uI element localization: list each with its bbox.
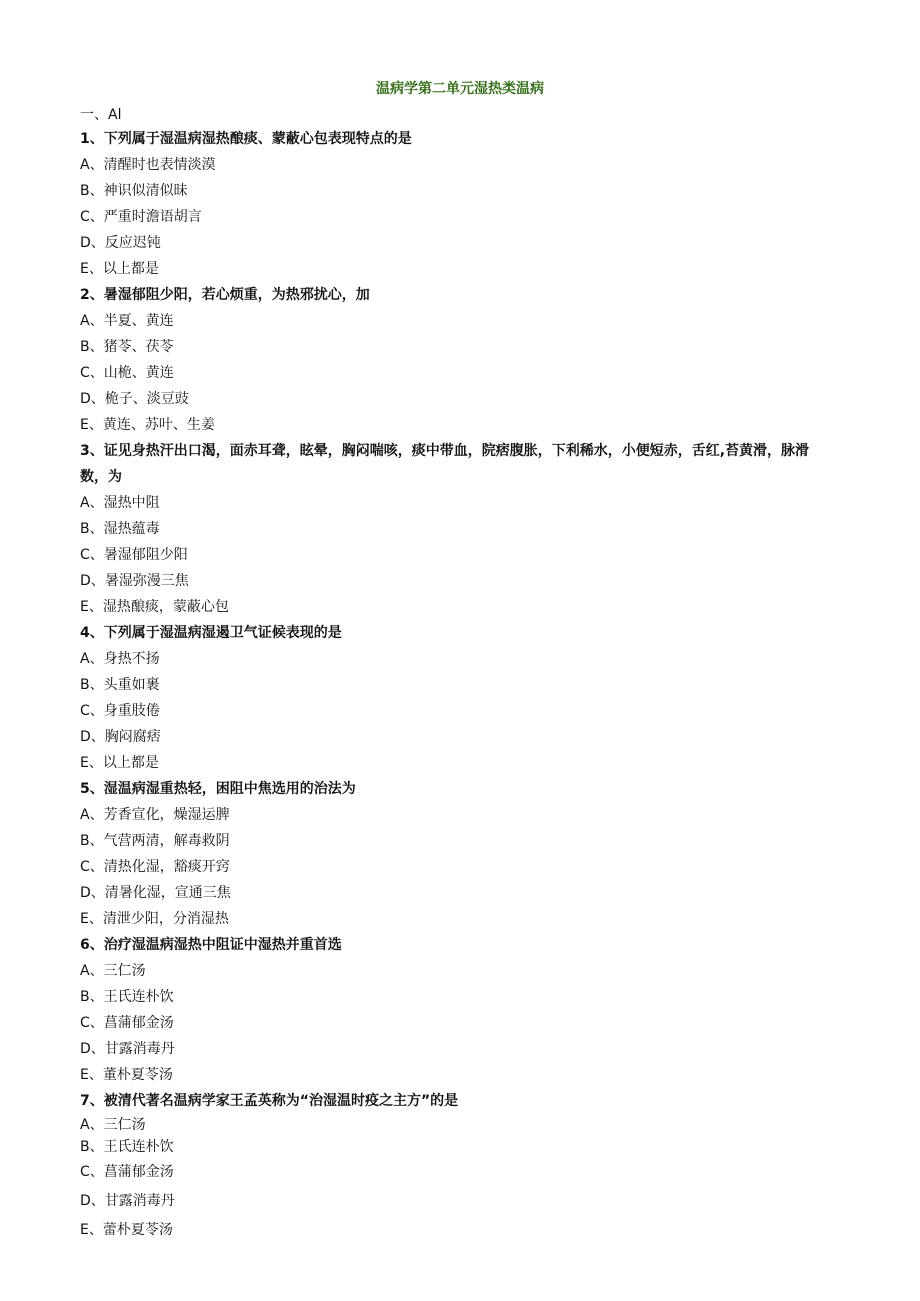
question-7-option-d: D、甘露消毒丹 (80, 1193, 175, 1209)
question-4-option-b: B、头重如裹 (80, 677, 160, 693)
question-6-option-c: C、菖蒲郁金汤 (80, 1015, 174, 1031)
question-2-option-e: E、黄连、苏叶、生姜 (80, 417, 215, 433)
question-7-option-c: C、菖蒲郁金汤 (80, 1164, 174, 1180)
question-2-option-b: B、猪苓、茯苓 (80, 339, 174, 355)
document-title: 温病学第二单元湿热类温病 (376, 81, 544, 97)
question-6-option-e: E、董朴夏苓汤 (80, 1067, 173, 1083)
question-3-option-d: D、暑湿弥漫三焦 (80, 573, 189, 589)
question-6-option-a: A、三仁汤 (80, 963, 146, 979)
question-4-option-d: D、胸闷腐痞 (80, 729, 161, 745)
question-2-option-a: A、半夏、黄连 (80, 313, 174, 329)
question-list (80, 104, 840, 1245)
question-7-stem: 7、被清代著名温病学家王孟英称为“治湿温时疫之主方”的是 (80, 1093, 459, 1109)
question-2-stem: 2、暑湿郁阻少阳，若心烦重，为热邪扰心，加 (80, 287, 370, 303)
question-1-option-d: D、反应迟钝 (80, 235, 161, 251)
question-6-option-d: D、甘露消毒丹 (80, 1041, 175, 1057)
question-4-option-a: A、身热不扬 (80, 651, 160, 667)
question-5-option-d: D、清暑化湿，宣通三焦 (80, 885, 231, 901)
question-4-stem: 4、下列属于湿温病湿遏卫气证候表现的是 (80, 625, 342, 641)
question-7-option-b: B、王氏连朴饮 (80, 1139, 174, 1155)
question-5-option-a: A、芳香宣化，燥湿运脾 (80, 807, 230, 823)
question-3-option-e: E、湿热酿痰，蒙蔽心包 (80, 599, 229, 615)
question-5-stem: 5、湿温病湿重热轻，困阻中焦选用的治法为 (80, 781, 356, 797)
section-heading: 一、Al (80, 107, 122, 123)
question-5-option-e: E、清泄少阳，分消湿热 (80, 911, 229, 927)
question-2-option-d: D、桅子、淡豆豉 (80, 391, 189, 407)
question-1-option-c: C、严重时澹语胡言 (80, 209, 202, 225)
question-1-stem: 1、下列属于湿温病湿热酿痰、蒙蔽心包表现特点的是 (80, 131, 412, 147)
question-4-option-c: C、身重肢倦 (80, 703, 160, 719)
question-4-option-e: E、以上都是 (80, 755, 159, 771)
question-5-option-b: B、气营两清，解毒救阴 (80, 833, 230, 849)
question-2-option-c: C、山桅、黄连 (80, 365, 174, 381)
question-1-option-b: B、神识似清似昧 (80, 183, 188, 199)
question-6-option-b: B、王氏连朴饮 (80, 989, 174, 1005)
question-3-stem: 3、证见身热汗出口渴，面赤耳聋，眩晕，胸闷喘咳，痰中带血，院痞腹胀，下利稀水，小便短赤，舌红,苔黄滑，脉滑数，为 (80, 443, 810, 485)
question-7-option-a: A、三仁汤 (80, 1117, 146, 1133)
question-3-option-b: B、湿热蕴毒 (80, 521, 160, 537)
question-3-option-c: C、暑湿郁阻少阳 (80, 547, 188, 563)
question-3-option-a: A、湿热中阻 (80, 495, 160, 511)
question-5-option-c: C、清热化湿，豁痰开窍 (80, 859, 230, 875)
question-1-option-e: E、以上都是 (80, 261, 159, 277)
question-1-option-a: A、清醒时也表情淡漠 (80, 157, 216, 173)
question-6-stem: 6、治疗湿温病湿热中阻证中湿热并重首选 (80, 937, 342, 953)
question-7-option-e: E、蕾朴夏苓汤 (80, 1222, 173, 1238)
